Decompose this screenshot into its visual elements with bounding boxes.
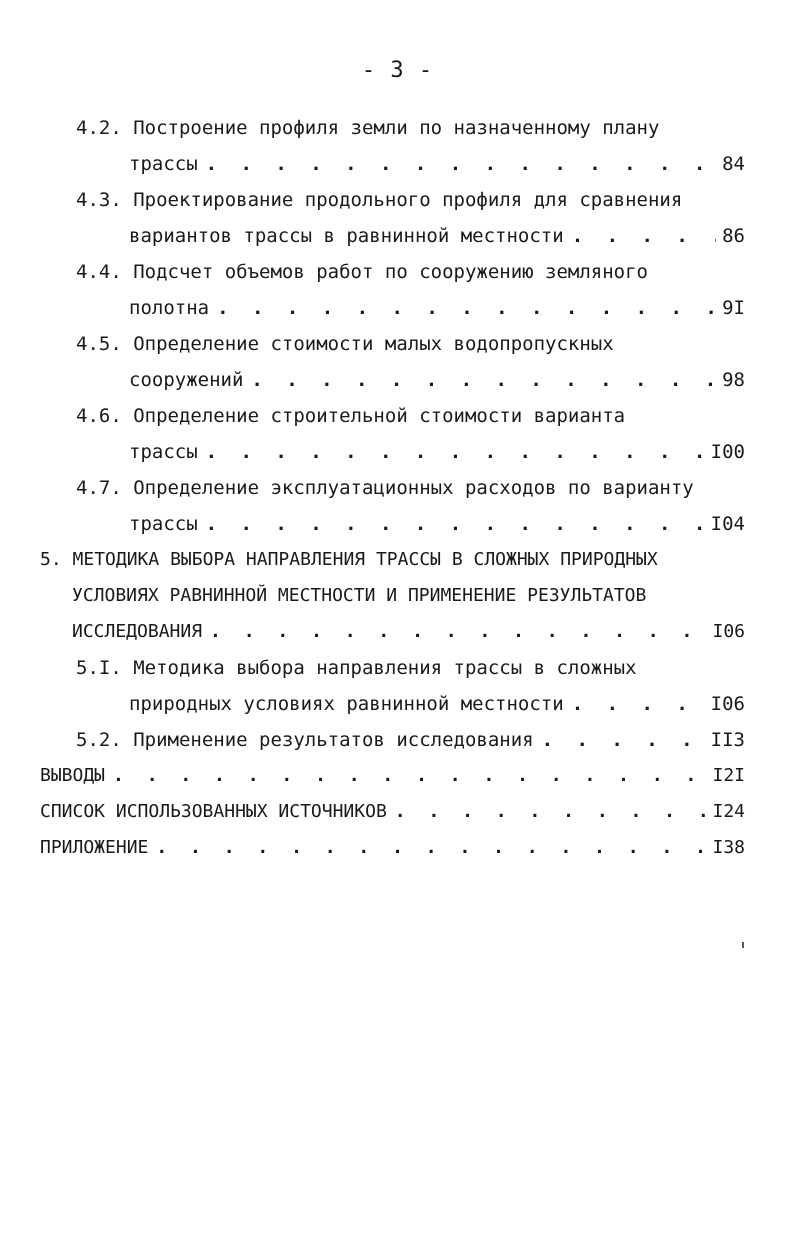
section-title-end: вариантов трассы в равнинной местности [129,225,564,247]
toc-entry-conclusions[interactable] [40,758,745,794]
scan-mark [742,942,744,948]
section-title: СПИСОК ИСПОЛЬЗОВАННЫХ ИСТОЧНИКОВ [40,801,387,822]
page-ref: I00 [710,441,745,463]
toc-entry-title-line [40,182,745,218]
dot-leader [198,506,705,542]
toc-entry-title-line [40,578,745,614]
page-ref: II3 [710,729,745,751]
section-title: ПРИЛОЖЕНИЕ [40,837,149,858]
dot-leader [387,794,707,830]
section-number: 4.7. [76,477,122,499]
dot-leader [202,614,706,650]
toc-entry-leader-line [40,506,745,542]
section-number: 4.5. [76,333,122,355]
dot-leader [148,830,706,866]
toc-entry-appendix[interactable] [40,830,745,866]
dot-leader [243,362,716,398]
section-number: 4.2. [76,117,122,139]
toc-entry-leader-line [40,830,745,866]
page-ref: I38 [712,837,745,858]
toc-entry-leader-line [40,794,745,830]
toc-entry-4-4[interactable] [40,254,745,326]
page-ref: 9I [722,297,745,319]
section-title-end: полотна [129,297,210,319]
toc-entry-title-line [40,542,745,578]
toc-entry-leader-line [40,290,745,326]
toc-entry-leader-line [40,434,745,470]
section-title-end: трассы [129,153,198,175]
section-title: Построение профиля земли по назначенному плану [133,117,660,139]
section-title-end: природных условиях равнинной местности [129,693,564,715]
toc-entry-4-5[interactable] [40,326,745,398]
toc-entry-title-line [40,110,745,146]
toc-entry-chapter-5[interactable] [40,542,745,650]
section-title: Определение стоимости малых водопропускных [133,333,614,355]
section-number: 5.I. [76,657,122,679]
section-title-text: Применение результатов исследования [133,729,534,751]
dot-leader [198,434,705,470]
section-title-end: трассы [129,441,198,463]
section-title-end: сооружений [129,369,244,391]
dot-leader [105,758,706,794]
section-title-end: трассы [129,513,198,535]
toc-entry-title-line [40,398,745,434]
table-of-contents [40,110,745,866]
toc-entry-5-2[interactable] [40,722,745,758]
section-title-continued: УСЛОВИЯХ РАВНИННОЙ МЕСТНОСТИ И ПРИМЕНЕНИЕ РЕЗУЛЬТАТОВ [72,585,647,606]
toc-entry-title-line [40,254,745,290]
page-ref: 98 [722,369,745,391]
section-number: 4.6. [76,405,122,427]
page-ref: 84 [722,153,745,175]
toc-entry-5-1[interactable] [40,650,745,722]
dot-leader [209,290,716,326]
section-title-end: ИССЛЕДОВАНИЯ [72,621,203,642]
toc-entry-leader-line [40,146,745,182]
section-title: Методика выбора направления трассы в сложных [133,657,637,679]
toc-entry-leader-line [40,362,745,398]
section-number: 5.2. [76,729,122,751]
toc-entry-4-2[interactable] [40,110,745,182]
toc-entry-leader-line [40,614,745,650]
section-title: ВЫВОДЫ [40,765,106,786]
section-number: 5. [40,549,62,570]
toc-entry-4-3[interactable] [40,182,745,254]
toc-entry-title-line [40,326,745,362]
toc-entry-title-line [40,470,745,506]
dot-leader [564,686,705,722]
section-title: Определение строительной стоимости варианта [133,405,626,427]
section-number: 4.3. [76,189,122,211]
section-title: МЕТОДИКА ВЫБОРА НАПРАВЛЕНИЯ ТРАССЫ В СЛОЖНЫХ ПРИРОДНЫХ [72,549,658,570]
toc-entry-leader-line [40,686,745,722]
page-ref: I04 [710,513,745,535]
section-title [76,722,534,758]
dot-leader [534,722,705,758]
page-ref: 86 [722,225,745,247]
toc-entry-4-6[interactable] [40,398,745,470]
page-number: - 3 - [361,58,434,83]
section-title: Подсчет объемов работ по сооружению земляного [133,261,648,283]
toc-entry-title-line [40,650,745,686]
page-ref: I2I [712,765,745,786]
page-ref: I24 [712,801,745,822]
dot-leader [564,218,716,254]
page-ref: I06 [710,693,745,715]
dot-leader [198,146,716,182]
toc-entry-leader-line [40,218,745,254]
section-number: 4.4. [76,261,122,283]
section-title: Проектирование продольного профиля для сравнения [133,189,683,211]
toc-entry-leader-line [40,722,745,758]
toc-entry-references[interactable] [40,794,745,830]
page-ref: I06 [712,621,745,642]
section-title: Определение эксплуатационных расходов по варианту [133,477,694,499]
toc-entry-4-7[interactable] [40,470,745,542]
toc-entry-leader-line [40,758,745,794]
